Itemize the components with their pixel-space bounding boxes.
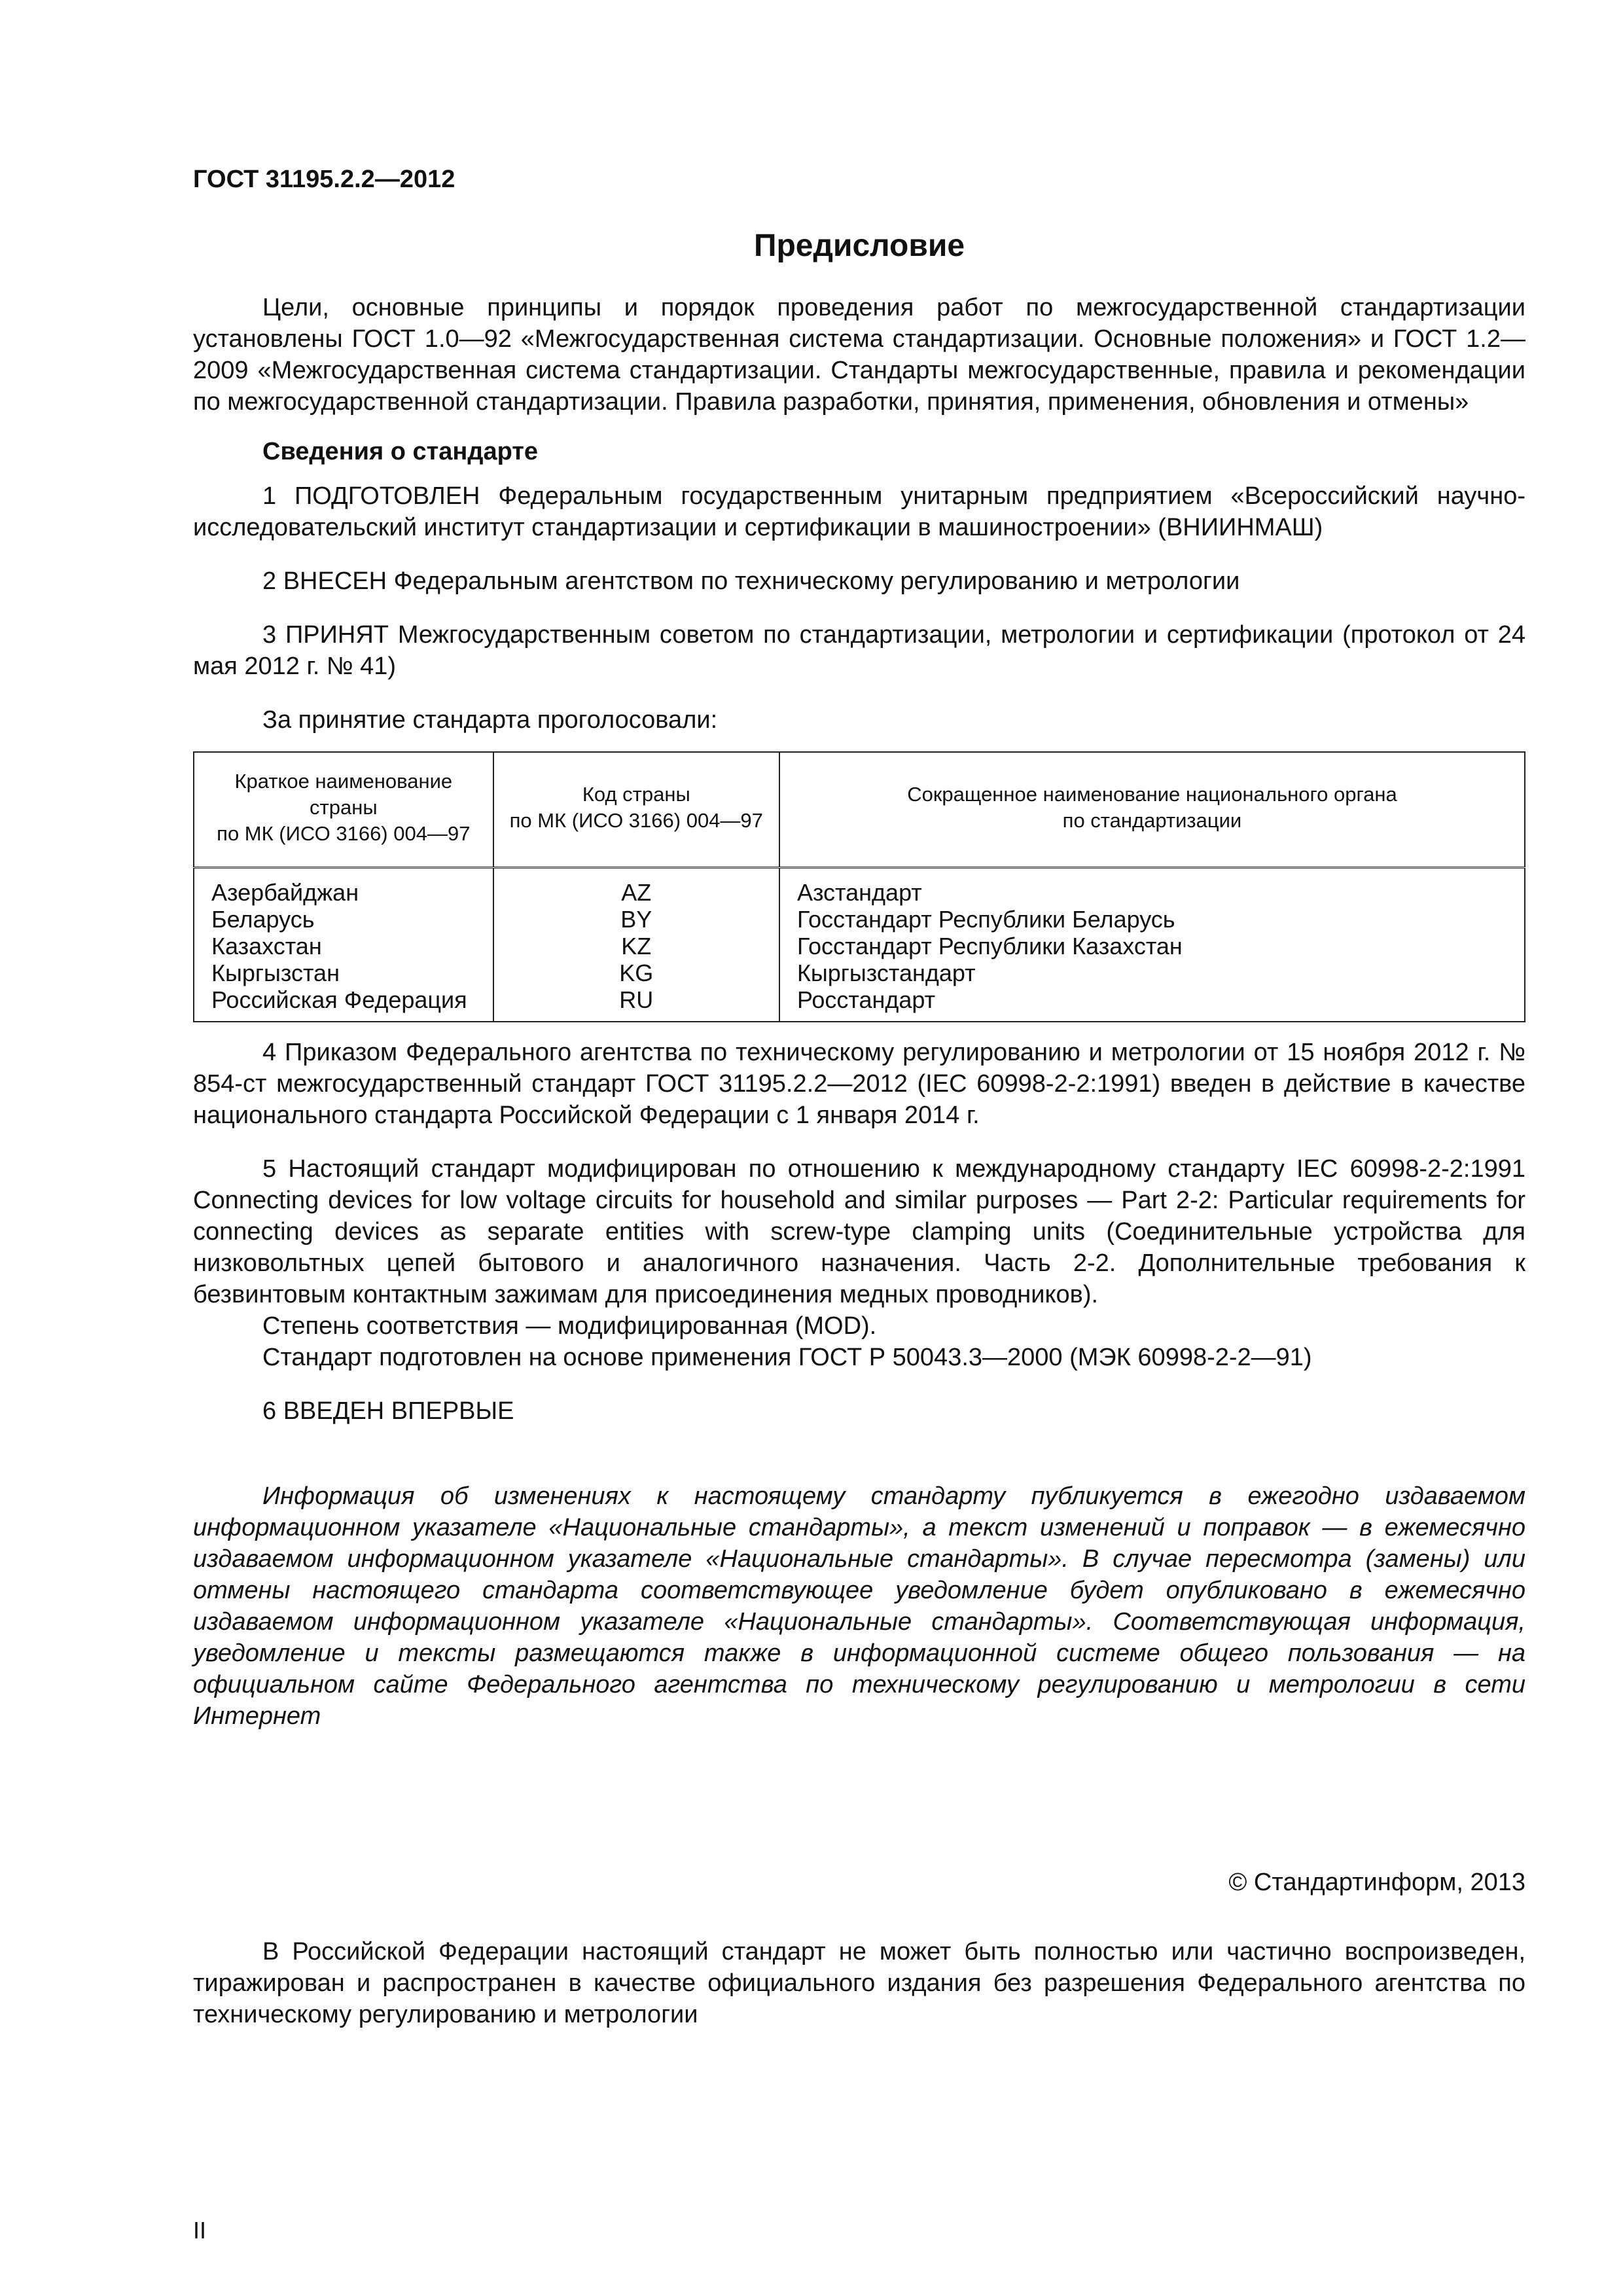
national-body: Госстандарт Республики Беларусь bbox=[796, 906, 1175, 933]
table-header-country: Краткое наименование страны по МК (ИСО 3166) 004—97 bbox=[194, 752, 493, 868]
country-name: Кыргызстан bbox=[211, 960, 340, 986]
country-name: Казахстан bbox=[211, 933, 322, 960]
intro-paragraph: Цели, основные принципы и порядок проведения работ по межгосударственной стандартизации установлены ГОСТ 1.0—92 «Межгосударственная система стандартизации. Основные положения» и ГОСТ 1.2—2009 «Межгосударственная система стандартизации. Стандарты межгосударственные, правила и рекомендации по межгосударственной стандартизации. Правила разработки, принятия, применения, обновления и отмены» bbox=[193, 294, 1525, 416]
voted-label: За принятие стандарта проголосовали: bbox=[262, 706, 718, 734]
document-page bbox=[193, 164, 1525, 2030]
national-body: Кыргызстандарт bbox=[796, 960, 976, 986]
item-degree: Степень соответствия — модифицированная (MOD). bbox=[262, 1312, 877, 1340]
reproduction-notice: В Российской Федерации настоящий стандарт не может быть полностью или частично воспроизведен, тиражирован и распространен в качестве официального издания без разрешения Федерального агентства по техническому регулированию и метрологии bbox=[193, 1938, 1525, 2028]
section-heading: Сведения о стандарте bbox=[262, 438, 539, 465]
table-header-body: Сокращенное наименование национального органа по стандартизации bbox=[779, 752, 1525, 868]
country-cell bbox=[194, 868, 493, 1022]
table-header-row bbox=[194, 752, 1525, 868]
page-title: Предисловие bbox=[753, 228, 965, 263]
country-code: AZ bbox=[621, 879, 652, 906]
item-modified: 5 Настоящий стандарт модифицирован по отношению к международному стандарту IEC 60998-2-2:1991 Connecting devices for low voltage circuits for household and similar purposes — Part 2-2: Particular requirements for connecting devices as separate entities with screw-type clamping units (Соединительные устройства для низковольтных цепей бытового и аналогичного назначения. Часть 2-2. Дополнительные требования к безвинтовым контактным зажимам для присоединения медных проводников). bbox=[193, 1155, 1525, 1308]
body-cell bbox=[779, 868, 1525, 1022]
table-row bbox=[194, 868, 1525, 1022]
changes-notice: Информация об изменениях к настоящему стандарту публикуется в ежегодно издаваемом информационном указателе «Национальные стандарты», а текст изменений и поправок — в ежемесячно издаваемом информационном указателе «Национальные стандарты». В случае пересмотра (замены) или отмены настоящего стандарта соответствующее уведомление будет опубликовано в ежемесячно издаваемом информационном указателе «Национальные стандарты». Соответствующая информация, уведомление и тексты размещаются также в информационной системе общего пользования — на официальном сайте Федерального агентства по техническому регулированию и метрологии в сети Интернет bbox=[193, 1482, 1525, 1730]
item-enacted: 4 Приказом Федерального агентства по техническому регулированию и метрологии от 15 ноября 2012 г. № 854-ст межгосударственный стандарт ГОСТ 31195.2.2—2012 (IEC 60998-2-2:1991) введен в действие в качестве национального стандарта Российской Федерации с 1 января 2014 г. bbox=[193, 1039, 1525, 1129]
voting-table bbox=[193, 751, 1525, 1022]
country-code: KZ bbox=[621, 933, 652, 960]
table-header-code: Код страны по МК (ИСО 3166) 004—97 bbox=[493, 752, 779, 868]
item-introduced: 6 ВВЕДЕН ВПЕРВЫЕ bbox=[262, 1397, 514, 1425]
copyright-line: © Стандартинформ, 2013 bbox=[1228, 1869, 1525, 1896]
national-body: Росстандарт bbox=[796, 986, 936, 1013]
country-code: BY bbox=[620, 906, 652, 933]
item-prepared: 1 ПОДГОТОВЛЕН Федеральным государственным унитарным предприятием «Всероссийский научно-исследовательский институт стандартизации и сертификации в машиностроении» (ВНИИНМАШ) bbox=[193, 482, 1525, 541]
document-code: ГОСТ 31195.2.2—2012 bbox=[193, 166, 455, 193]
item-submitted: 2 ВНЕСЕН Федеральным агентством по техническому регулированию и метрологии bbox=[262, 567, 1240, 595]
national-body: Госстандарт Республики Казахстан bbox=[796, 933, 1183, 960]
country-name: Российская Федерация bbox=[211, 986, 467, 1013]
item-adopted: 3 ПРИНЯТ Межгосударственным советом по стандартизации, метрологии и сертификации (протокол от 24 мая 2012 г. № 41) bbox=[193, 621, 1525, 680]
item-basis: Стандарт подготовлен на основе применения ГОСТ Р 50043.3—2000 (МЭК 60998-2-2—91) bbox=[262, 1344, 1312, 1371]
country-code: KG bbox=[619, 960, 654, 986]
country-code: RU bbox=[619, 986, 654, 1013]
code-cell bbox=[493, 868, 779, 1022]
country-name: Азербайджан bbox=[211, 879, 359, 906]
national-body: Азстандарт bbox=[796, 879, 922, 906]
page-number: II bbox=[193, 2217, 207, 2244]
country-name: Беларусь bbox=[211, 906, 315, 933]
